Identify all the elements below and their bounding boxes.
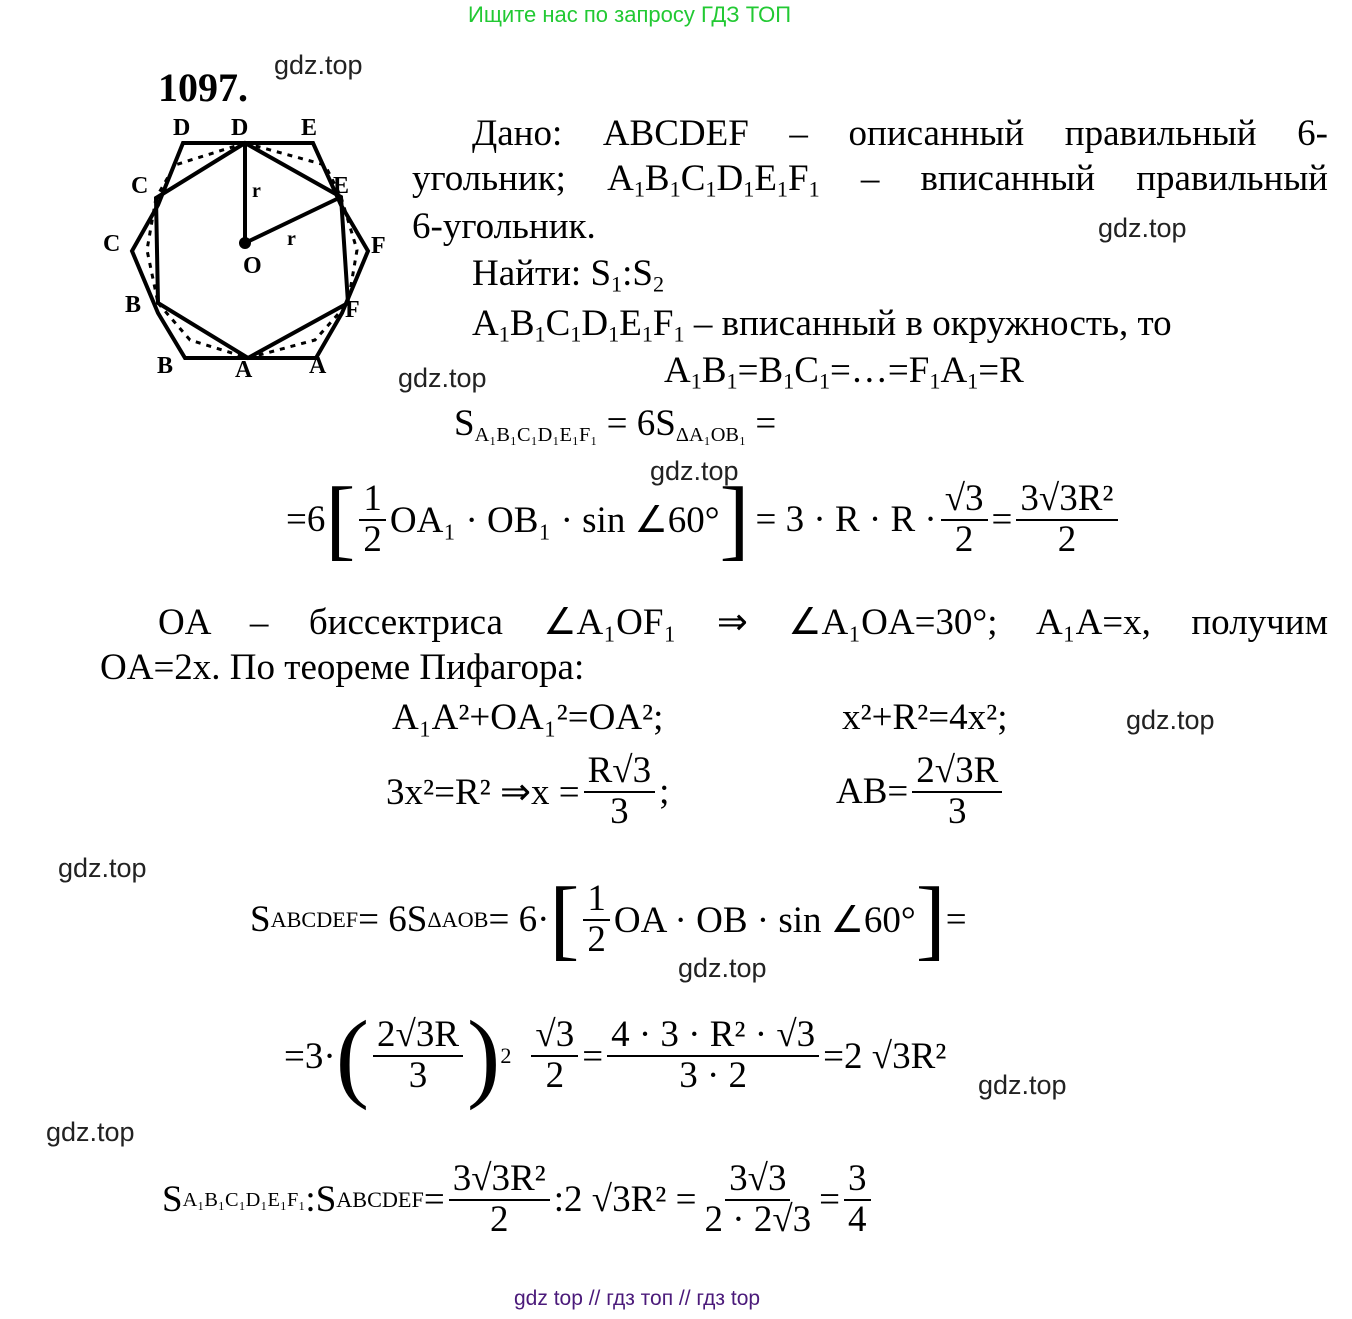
label-E: E: [301, 115, 318, 141]
watermark: gdz.top: [1098, 213, 1187, 243]
sides-equal-line: $A_1B_1=B_1C_1=\dots=F_1A_1=R$: [664, 350, 1024, 394]
pythagoras-eq-2: x²+R²=4x²;: [842, 697, 1008, 738]
label-F: F: [371, 233, 386, 259]
label-r2: r: [287, 228, 296, 250]
problem-number: 1097.: [158, 65, 248, 110]
ab-solution: AB= $\frac{2√3R}{3}$: [836, 752, 1006, 832]
x-solution: 3x²=R² ⇒x = $\frac{R√3}{3}$ ;: [386, 750, 670, 832]
label-B: B: [157, 353, 174, 379]
label-D: D: [173, 115, 191, 141]
s2-formula-line-2: =3· ( $\frac{2√3R}{3}$ ) 2 $\frac{√3}{2}$ = $\frac{\text{4 · 3 · R² · √3}}{3 \cdot 2}$ =2 √3R²: [284, 1000, 947, 1111]
label-r1: r: [252, 180, 261, 202]
hexagon-diagram: [95, 105, 415, 395]
footer-links: gdz top // гдз топ // гдз top: [514, 1287, 761, 1310]
search-banner: Ищите нас по запросу ГДЗ ТОП: [468, 2, 792, 27]
watermark: gdz.top: [650, 456, 739, 486]
given-line-3: 6-угольник.: [412, 206, 596, 247]
label-C1: C: [131, 173, 149, 199]
label-O: O: [243, 253, 262, 279]
label-B1: B: [125, 292, 142, 318]
find-line: Найти: $S_1:S_2$: [472, 253, 665, 297]
label-A: A: [309, 353, 327, 379]
watermark: gdz.top: [678, 953, 767, 983]
s1-formula-line-1: $S_{A_1B_1C_1D_1E_1F_1} = 6S_{\Delta A_1OB_1}$ =: [454, 403, 777, 447]
given-line-1: Дано: ABCDEF – описанный правильный 6-: [472, 113, 1328, 154]
inscribed-line: $A_1B_1C_1D_1E_1F_1$ – вписанный в окружность, то: [472, 303, 1172, 347]
ratio-formula: S A₁B₁C₁D₁E₁F₁ : S ABCDEF = $\frac{\text{3√3R²}}{2}$ :2 √3R² = $\frac{3√3}{2 \cdot 2√3}$ = $\frac{3}{4}$: [162, 1160, 875, 1240]
watermark: gdz.top: [274, 50, 363, 80]
watermark: gdz.top: [398, 363, 487, 393]
label-F1: F: [345, 297, 360, 323]
label-C: C: [103, 231, 121, 257]
bisector-line-2: OA=2x. По теореме Пифагора:: [100, 647, 585, 688]
label-D1: D: [231, 115, 249, 141]
watermark: gdz.top: [46, 1117, 135, 1147]
label-E1: E: [333, 173, 350, 199]
watermark: gdz.top: [58, 853, 147, 883]
bisector-line-1: OA – биссектриса ∠A₁OF₁ ⇒ ∠A₁OA=30°; A₁A=x, получим: [158, 602, 1328, 643]
watermark: gdz.top: [978, 1070, 1067, 1100]
given-line-2: угольник; $A_1B_1C_1D_1E_1F_1$ – вписанный правильный: [412, 158, 1328, 202]
label-A1: A: [235, 357, 253, 383]
s2-formula-line-1: S ABCDEF = 6S ΔAOB = 6· [ $\frac{1}{2}$ OA · OB · sin ∠60° ] =: [250, 869, 967, 969]
pythagoras-eq-1: A₁A²+OA₁²=OA²;: [392, 697, 664, 738]
watermark: gdz.top: [1126, 705, 1215, 735]
s1-formula-line-2: =6 [ $\frac{1}{2}$ OA₁ · OB₁ · sin ∠60° ] = 3 · R · R · $\frac{√3}{2}$ = $\frac{\text{3√3R²}}{2}$: [286, 480, 1122, 560]
